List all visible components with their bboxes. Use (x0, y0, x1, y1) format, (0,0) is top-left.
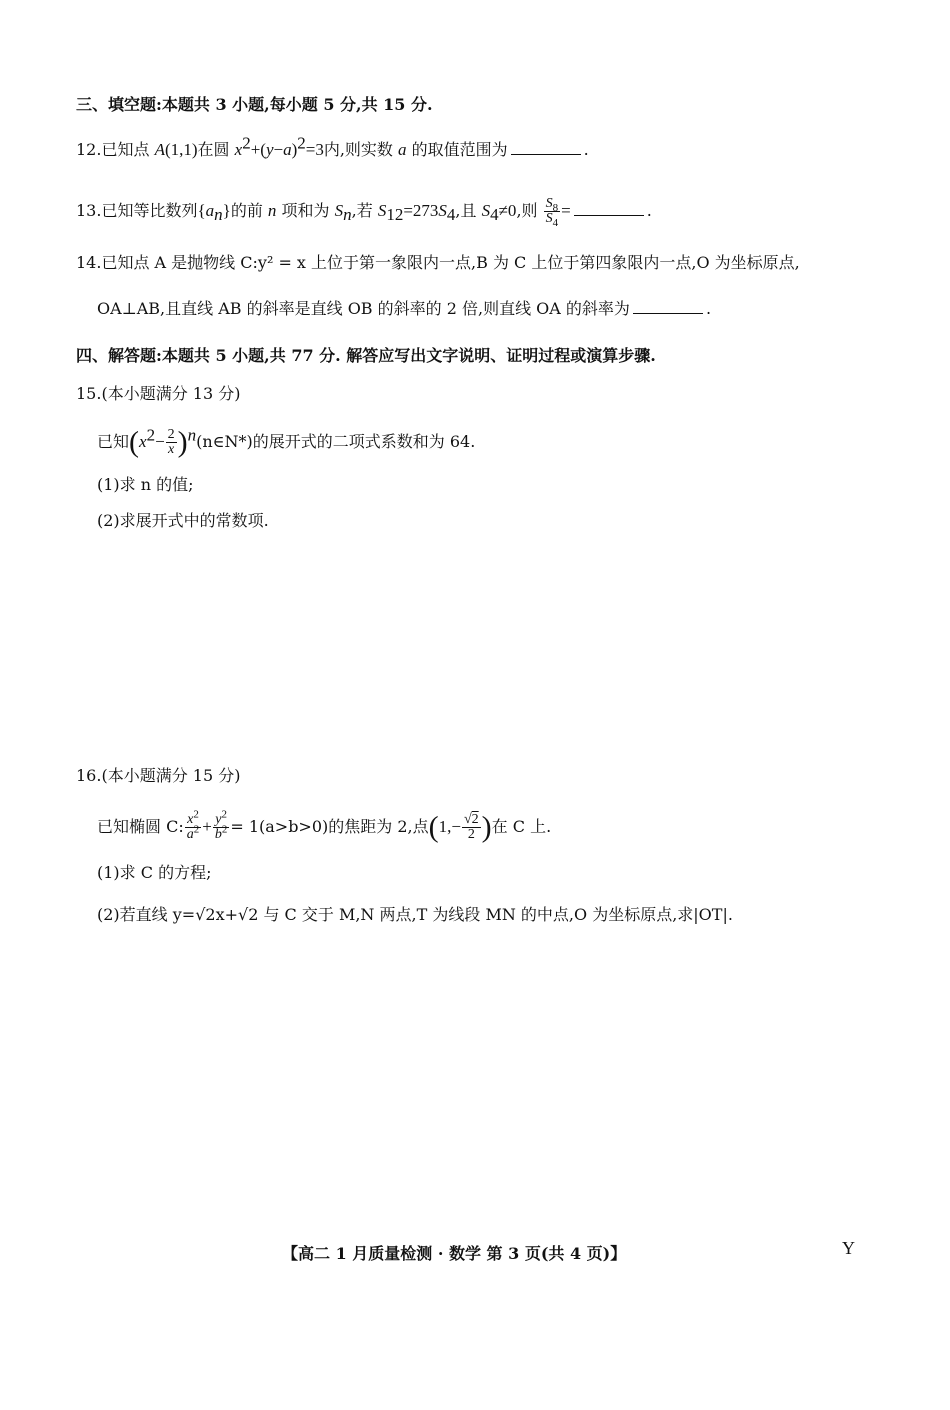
corner-mark: Y (842, 1238, 855, 1258)
question-13: 13.已知等比数列$\{a_n\}$的前 n 项和为 $S_n$,若 $S_{12}=273S_4$,且 $S_4\ne 0$,则 $\frac{S_8}{S_4}$ = . (76, 196, 652, 229)
fraction-y2-b2: $\frac{y^2}{b^2}$ (214, 808, 228, 842)
question-12: 12.已知点 A(1,1)在圆 $x^2+(y-a)^2=3$内,则实数 a 的取值范围为 . (76, 133, 589, 159)
answer-blank-14[interactable] (633, 299, 703, 314)
answer-blank-13[interactable] (574, 201, 644, 216)
question-16-part-1: (1)求 C 的方程; (97, 863, 212, 882)
fraction-x2-a2: $\frac{x^2}{a^2}$ (186, 808, 200, 842)
page-footer: 【高二 1 月质量检测 · 数学 第 3 页(共 4 页)】 (282, 1244, 627, 1263)
question-13-number: 13. (76, 201, 102, 220)
question-15-number: 15. (76, 384, 102, 403)
question-16-header (76, 765, 240, 787)
section-4-heading: 四、解答题:本题共 5 小题,共 77 分. 解答应写出文字说明、证明过程或演算步骤. (76, 346, 656, 365)
question-16-number: 16. (76, 766, 102, 785)
answer-blank-12[interactable] (511, 140, 581, 155)
fraction-s8-s4: $\frac{S_8}{S_4}$ (545, 196, 559, 229)
question-16-stem: 已知椭圆 C: $\frac{x^2}{a^2}$ + $\frac{y^2}{b^2}$ = 1(a>b>0)的焦距为 2,点(1,− $\frac{√2}{2}$ )在 C 上. (97, 808, 552, 844)
question-15-stem: 已知($x^2-$ $\frac{2}{x}$ )$^n$(n∈N*)的展开式的二项式系数和为 64. (97, 425, 476, 459)
question-15-header (76, 383, 240, 405)
question-14-number: 14. (76, 253, 102, 272)
section-3-heading: 三、填空题:本题共 3 小题,每小题 5 分,共 15 分. (76, 95, 433, 114)
question-16-part-2: (2)若直线 y=√2x+√2 与 C 交于 M,N 两点,T 为线段 MN 的中点,O 为坐标原点,求|OT|. (97, 905, 733, 924)
question-15-part-1: (1)求 n 的值; (97, 475, 194, 494)
question-15-part-2: (2)求展开式中的常数项. (97, 511, 269, 530)
question-14-line-1: 14.已知点 A 是抛物线 C:y² = x 上位于第一象限内一点,B 为 C 上位于第四象限内一点,O 为坐标原点, (76, 253, 800, 272)
question-16-score: (本小题满分 15 分) (101, 766, 241, 785)
question-14-line-2: OA⊥AB,且直线 AB 的斜率是直线 OB 的斜率的 2 倍,则直线 OA 的斜率为 . (97, 299, 712, 318)
fraction-2-over-x: $\frac{2}{x}$ (167, 427, 175, 457)
question-15-score: (本小题满分 13 分) (101, 384, 241, 403)
question-12-number: 12. (76, 140, 102, 159)
fraction-sqrt2-over-2: $\frac{√2}{2}$ (463, 812, 479, 842)
